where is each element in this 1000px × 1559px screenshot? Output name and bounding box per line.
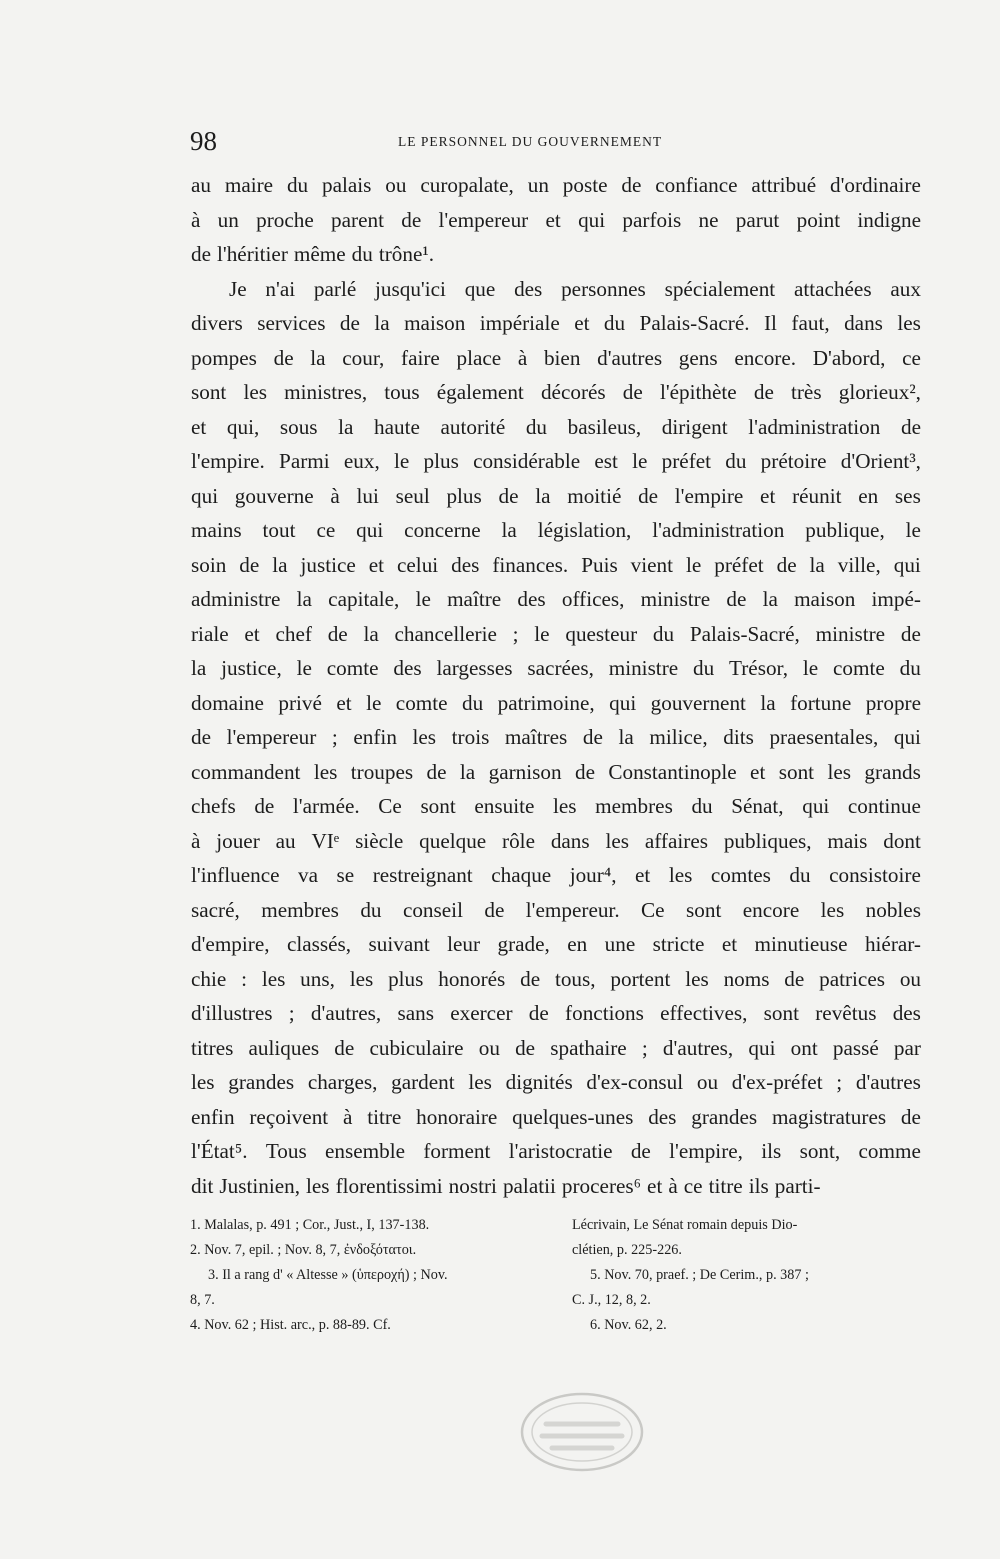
body-line: l'empire. Parmi eux, le plus considérable est le préfet du prétoire d'Orient³, <box>191 449 921 473</box>
footnote-line: 1. Malalas, p. 491 ; Cor., Just., I, 137-138. <box>190 1217 430 1233</box>
body-line: divers services de la maison impériale et du Palais-Sacré. Il faut, dans les <box>191 311 921 335</box>
body-line: sacré, membres du conseil de l'empereur. Ce sont encore les nobles <box>191 897 921 922</box>
body-line: qui gouverne à lui seul plus de la moitié de l'empire et réunit en ses <box>191 483 921 508</box>
body-line: domaine privé et le comte du patrimoine, qui gouvernent la fortune propre <box>191 690 921 715</box>
footnote-line: Lécrivain, Le Sénat romain depuis Dio- <box>572 1217 798 1233</box>
body-line: mains tout ce qui concerne la législation, l'administration publique, le <box>191 518 921 542</box>
footnote-line: C. J., 12, 8, 2. <box>572 1292 651 1308</box>
body-line: les grandes charges, gardent les dignités d'ex-consul ou d'ex-préfet ; d'autres <box>191 1070 921 1094</box>
footnote-line: 4. Nov. 62 ; Hist. arc., p. 88-89. Cf. <box>190 1317 391 1333</box>
body-line: à jouer au VIᵉ siècle quelque rôle dans les affaires publiques, mais dont <box>191 828 921 853</box>
footnotes-right-column <box>572 1213 917 1338</box>
body-line: la justice, le comte des largesses sacrées, ministre du Trésor, le comte du <box>191 656 921 680</box>
footnote-line: 6. Nov. 62, 2. <box>590 1317 667 1333</box>
body-line: au maire du palais ou curopalate, un poste de confiance attribué d'ordinaire <box>191 173 921 197</box>
body-line: administre la capitale, le maître des offices, ministre de la maison impé- <box>191 587 921 611</box>
running-head: LE PERSONNEL DU GOUVERNEMENT <box>398 134 663 149</box>
body-line: l'État⁵. Tous ensemble forment l'aristocratie de l'empire, ils sont, comme <box>191 1139 921 1163</box>
body-line: chefs de l'armée. Ce sont ensuite les membres du Sénat, qui continue <box>191 794 921 818</box>
body-line: titres auliques de cubiculaire ou de spathaire ; d'autres, qui ont passé par <box>191 1035 921 1060</box>
body-line: l'influence va se restreignant chaque jour⁴, et les comtes du consistoire <box>191 863 921 887</box>
body-line: et qui, sous la haute autorité du basileus, dirigent l'administration de <box>191 414 921 439</box>
footnote-line: 3. Il a rang d' « Altesse » (ὑπεροχή) ; Nov. <box>208 1267 448 1283</box>
body-line: enfin reçoivent à titre honoraire quelques-unes des grandes magistratures de <box>191 1104 921 1129</box>
body-line: de l'héritier même du trône¹. <box>191 242 435 266</box>
footnote-line: clétien, p. 225-226. <box>572 1242 682 1258</box>
library-stamp <box>518 1390 646 1474</box>
footnote-line: 5. Nov. 70, praef. ; De Cerim., p. 387 ; <box>590 1267 809 1283</box>
body-line: chie : les uns, les plus honorés de tous, portent les noms de patrices ou <box>191 966 921 991</box>
body-line: soin de la justice et celui des finances. Puis vient le préfet de la ville, qui <box>191 552 921 577</box>
body-line: commandent les troupes de la garnison de Constantinople et sont les grands <box>191 759 921 784</box>
body-line: pompes de la cour, faire place à bien d'autres gens encore. D'abord, ce <box>191 345 921 370</box>
body-line: de l'empereur ; enfin les trois maîtres de la milice, dits praesentales, qui <box>191 725 921 749</box>
body-line: d'empire, classés, suivant leur grade, en une stricte et minutieuse hiérar- <box>191 932 921 956</box>
body-text <box>191 168 921 1203</box>
page-number: 98 <box>190 126 217 156</box>
body-line: Je n'ai parlé jusqu'ici que des personnes spécialement attachées aux <box>229 276 921 301</box>
footnotes-left-column <box>190 1213 535 1338</box>
footnote-line: 2. Nov. 7, epil. ; Nov. 8, 7, ἐνδοξότατοι. <box>190 1242 417 1258</box>
body-line: riale et chef de la chancellerie ; le questeur du Palais-Sacré, ministre de <box>191 621 921 646</box>
body-line: d'illustres ; d'autres, sans exercer de fonctions effectives, sont revêtus des <box>191 1001 921 1025</box>
footnote-line: 8, 7. <box>190 1292 215 1308</box>
body-line: à un proche parent de l'empereur et qui parfois ne parut point indigne <box>191 207 921 232</box>
body-line: dit Justinien, les florentissimi nostri palatii proceres⁶ et à ce titre ils parti- <box>191 1173 821 1198</box>
body-line: sont les ministres, tous également décorés de l'épithète de très glorieux², <box>191 380 921 404</box>
